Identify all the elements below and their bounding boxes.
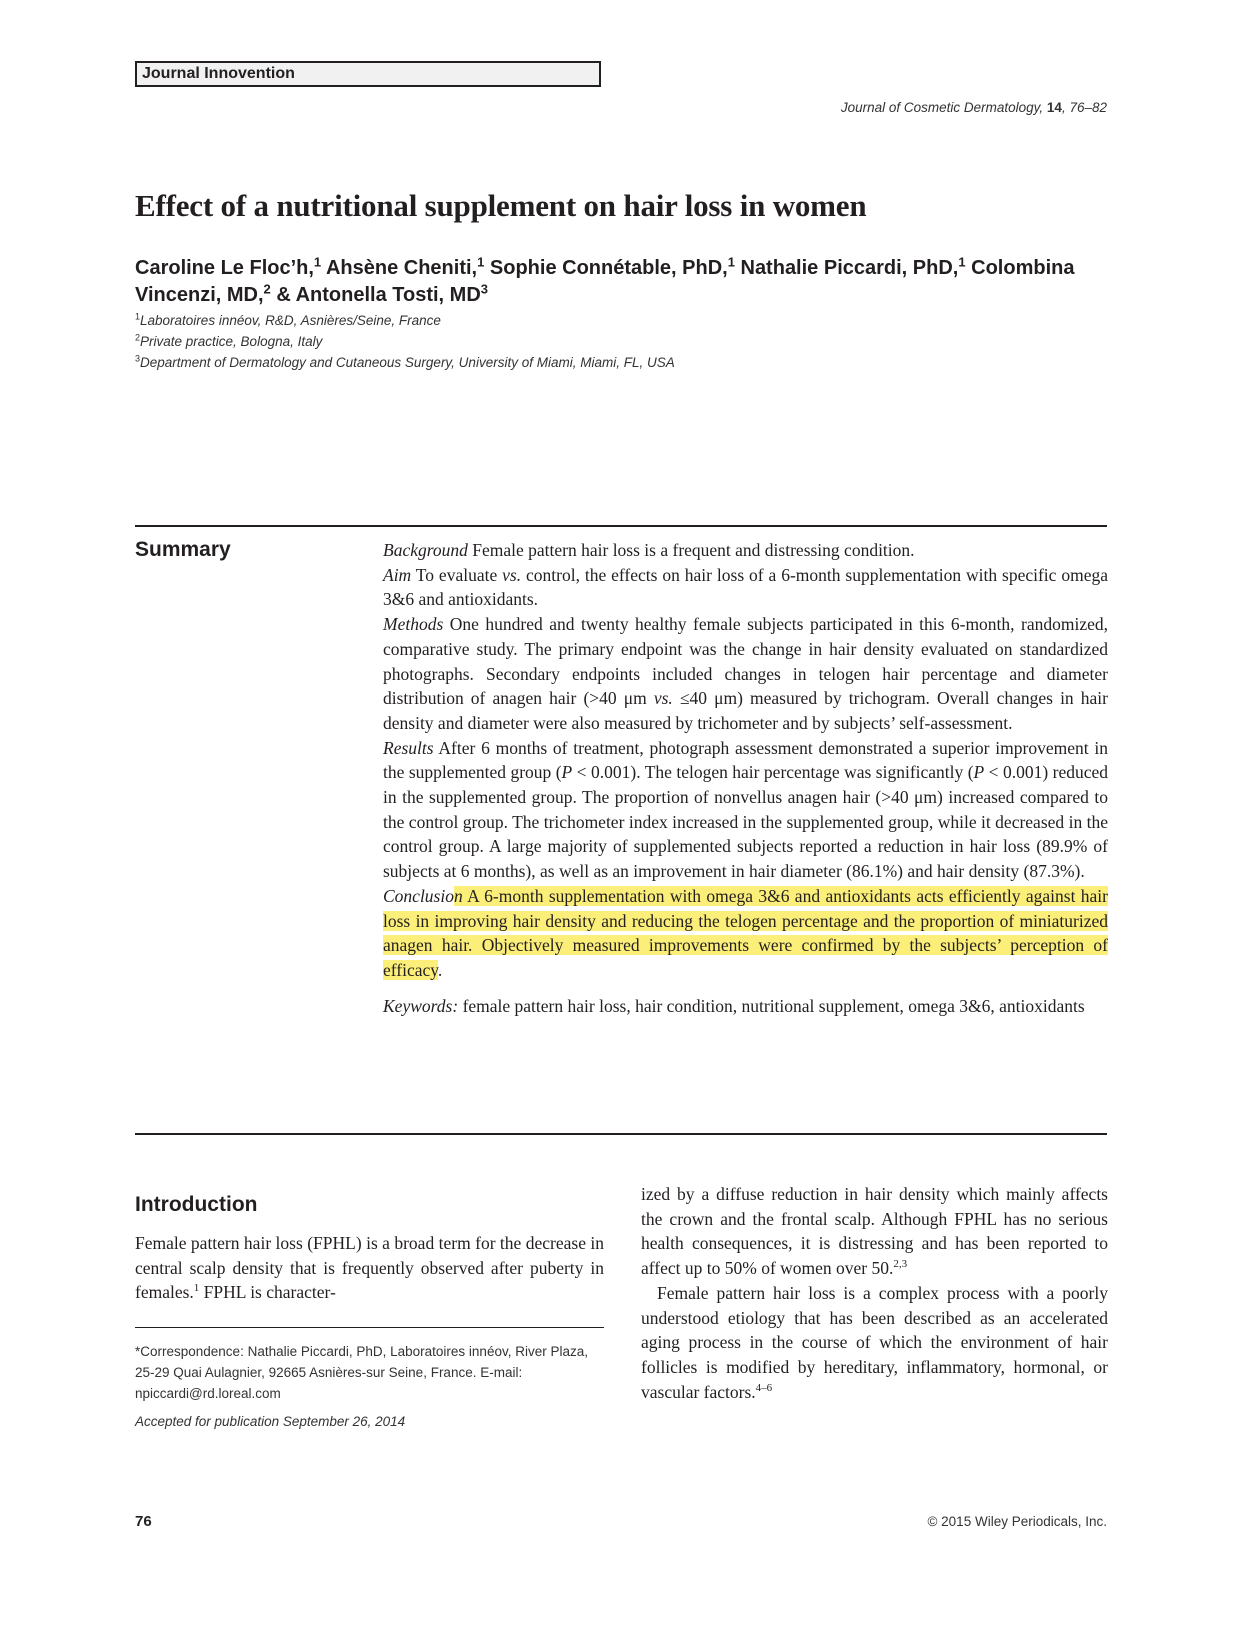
abstract-text: After 6 months of treatment, photograph assessment demonstrated a superior improvement in the supplemented group ( [383, 737, 1108, 783]
author-affiliation-mark: 1 [313, 254, 322, 270]
author-list [135, 255, 1115, 309]
page-number: 76 [135, 1513, 152, 1530]
abstract-text: One hundred and twenty healthy female subjects participated in this 6-month, randomized, comparative study. The primary endpoint was the change in hair density evaluated on standardized photographs. Secondary endpoints included changes in telogen hair percentage and diameter distribution of anagen hair (>40 μm [383, 614, 1108, 709]
keywords-label: Keywords: [383, 995, 459, 1016]
intro-right-column [641, 1182, 1108, 1404]
intro-paragraph [641, 1281, 1108, 1405]
affiliation-list [135, 310, 675, 373]
abstract-label: Methods [383, 614, 444, 635]
author-name: Colombina Vincenzi, MD, [135, 257, 1075, 306]
journal-citation [841, 100, 1107, 115]
introduction-heading: Introduction [135, 1193, 258, 1216]
abstract-label: Aim [383, 564, 412, 585]
intro-left-column [135, 1231, 604, 1305]
author-affiliation-mark: 3 [480, 281, 489, 297]
affiliation-item [135, 310, 675, 331]
keywords-text: female pattern hair loss, hair condition, nutritional supplement, omega 3&6, antioxidants [458, 995, 1085, 1016]
body-text: Female pattern hair loss is a complex process with a poorly understood etiology that has been described as an accelerated aging process in the course of which the environment of hair follicles is modified by hereditary, inflammatory, hormonal, or vascular factors. [641, 1282, 1108, 1402]
author-name: Ahsène Cheniti, [321, 257, 478, 279]
abstract-label: Conclusio [383, 885, 454, 906]
author-affiliation-mark: 1 [477, 254, 485, 270]
affiliation-text: Department of Dermatology and Cutaneous Surgery, University of Miami, Miami, FL, USA [140, 355, 675, 370]
journal-name: Journal of Cosmetic Dermatology [840, 100, 1040, 115]
author-name: Nathalie Piccardi, PhD, [734, 257, 959, 279]
summary-bottom-rule [135, 1133, 1107, 1135]
citation-ref: 2,3 [893, 1258, 908, 1271]
accepted-date: Accepted for publication September 26, 2014 [135, 1414, 406, 1429]
keywords [383, 994, 1108, 1019]
author-name: & Antonella Tosti, MD [270, 284, 481, 306]
affiliation-number: 3 [135, 353, 141, 364]
abstract-label-highlighted: n [453, 885, 463, 906]
abstract-label: Background [383, 540, 468, 560]
abstract-text-italic: vs. [653, 688, 673, 709]
abstract-label: Results [383, 737, 434, 758]
journal-pages: , 76–82 [1061, 100, 1107, 115]
affiliation-number: 2 [135, 332, 141, 343]
body-text: Female pattern hair loss (FPHL) is a broad term for the decrease in central scalp density that is frequently observed after puberty in females. [135, 1233, 604, 1303]
author-affiliation-mark: 1 [958, 254, 966, 270]
affiliation-item [135, 352, 675, 373]
affiliation-text: Private practice, Bologna, Italy [140, 334, 323, 349]
abstract-text: . [437, 959, 443, 980]
abstract-conclusion [383, 884, 1108, 983]
abstract [383, 538, 1108, 1018]
author-name: Sophie Connétable, PhD, [484, 257, 728, 279]
abstract-text: To evaluate [411, 564, 503, 585]
abstract-text-italic: P [561, 762, 573, 783]
citation-ref: 1 [193, 1282, 200, 1295]
summary-heading: Summary [135, 538, 231, 561]
affiliation-text: Laboratoires innéov, R&D, Asnières/Seine, France [140, 313, 441, 328]
journal-separator: , [1039, 100, 1047, 115]
author-affiliation-mark: 2 [263, 281, 271, 297]
summary-top-rule [135, 525, 1107, 527]
author-name: Caroline Le Floc’h, [135, 257, 314, 279]
abstract-text-italic: vs. [502, 564, 522, 585]
article-title: Effect of a nutritional supplement on hair loss in women [135, 188, 867, 223]
author-affiliation-mark: 1 [727, 254, 735, 270]
abstract-text: < 0.001) reduced in the supplemented group. The proportion of nonvellus anagen hair (>40 μm) increased compared to the control group. The trichometer index increased in the supplemented group, while it decreased in the control group. A large majority of supplemented subjects reported a reduction in hair loss (89.9% of subjects at 6 months), as well as an improvement in hair diameter (86.1%) and hair density (87.3%). [383, 762, 1109, 882]
intro-paragraph [641, 1182, 1108, 1281]
abstract-text: ≤40 μm) measured by trichogram. Overall changes in hair density and diameter were also measured by trichometer and by subjects’ self-assessment. [383, 688, 1108, 733]
abstract-results [383, 736, 1108, 884]
abstract-text: control, the effects on hair loss of a 6-month supplementation with specific omega 3&6 and antioxidants. [383, 564, 1108, 610]
correspondence-footnote: *Correspondence: Nathalie Piccardi, PhD, Laboratoires innéov, River Plaza, 25-29 Quai Aulagnier, 92665 Asnières-sur Seine, France. E-mail: npiccardi@rd.loreal.com [135, 1344, 588, 1401]
journal-volume: 14 [1046, 100, 1062, 115]
copyright: © 2015 Wiley Periodicals, Inc. [927, 1514, 1107, 1529]
citation-ref: 4–6 [755, 1381, 773, 1394]
intro-paragraph [135, 1231, 604, 1305]
footnote-rule [135, 1327, 604, 1328]
section-label: Journal Innovention [135, 61, 601, 87]
highlighted-text: A 6-month supplementation with omega 3&6 and antioxidants acts efficiently against hair loss in improving hair density and reducing the telogen percentage and the proportion of miniaturized anagen hair. Objectively measured improvements were confirmed by the subjects’ perception of efficacy [383, 885, 1108, 980]
abstract-text: Female pattern hair loss is a frequent and distressing condition. [467, 540, 915, 560]
affiliation-number: 1 [135, 311, 141, 322]
abstract-methods [383, 612, 1108, 736]
body-text: FPHL is character- [199, 1282, 336, 1303]
affiliation-item [135, 331, 675, 352]
abstract-text-italic: P [973, 762, 985, 783]
abstract-background [383, 538, 1108, 563]
abstract-text: < 0.001). The telogen hair percentage was significantly ( [572, 762, 974, 783]
body-text: ized by a diffuse reduction in hair density which mainly affects the crown and the frontal scalp. Although FPHL has no serious health consequences, it is distressing and has been reported to affect up to 50% of women over 50. [641, 1184, 1108, 1279]
abstract-aim [383, 563, 1108, 612]
